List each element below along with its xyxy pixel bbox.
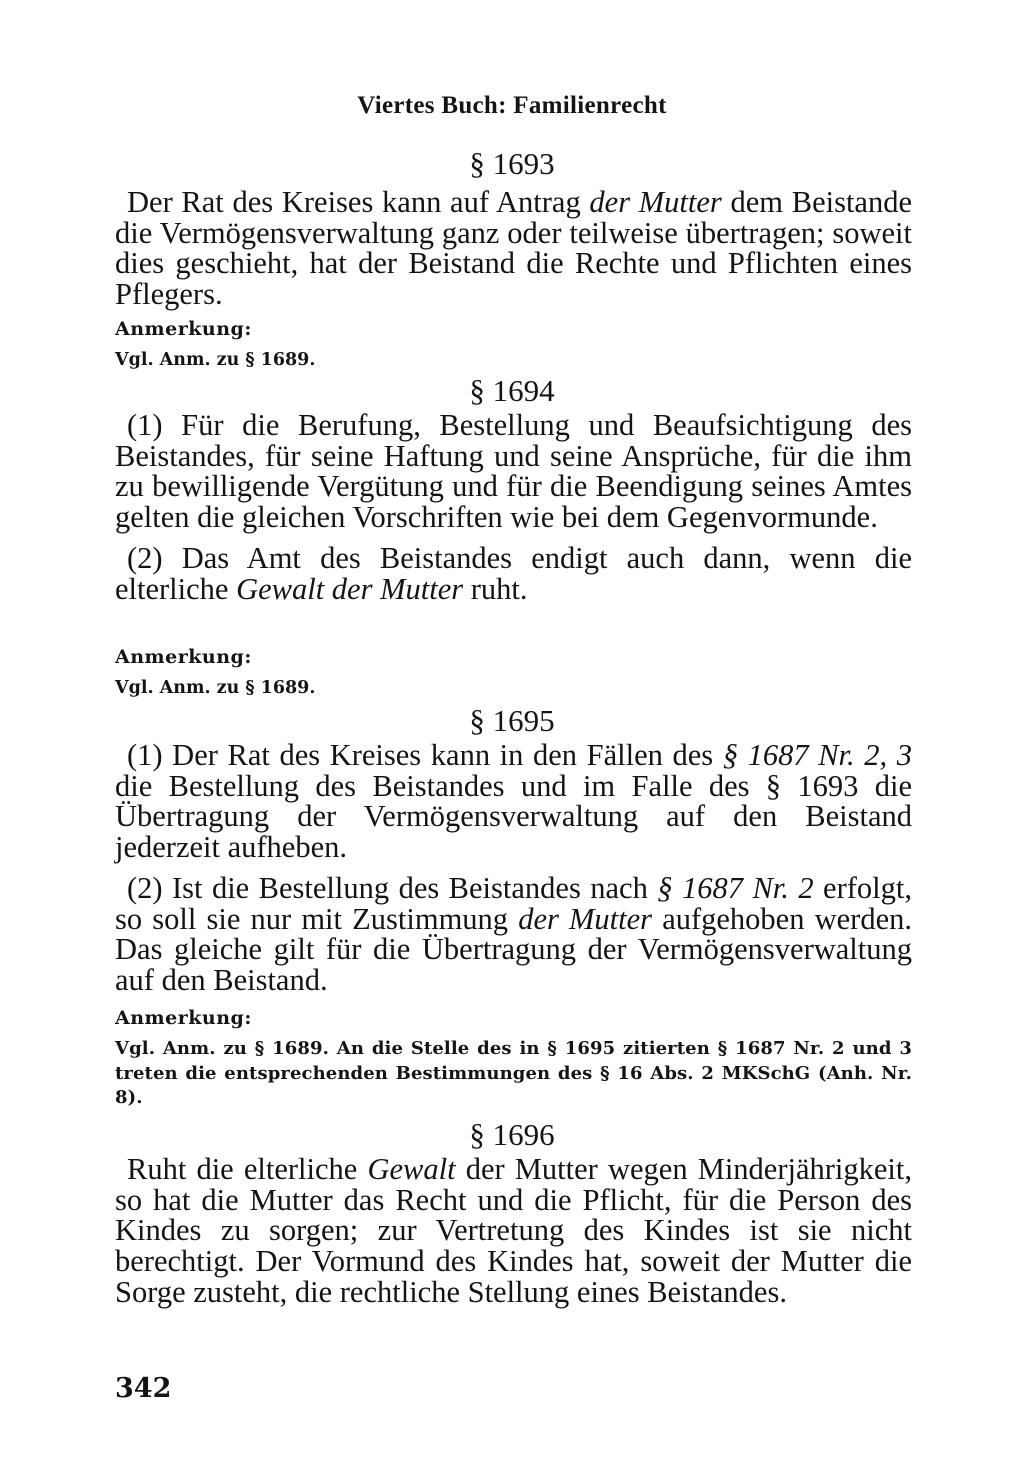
running-head: Viertes Buch: Familienrecht <box>357 92 667 119</box>
note-label: Anmerkung: <box>115 318 252 340</box>
section-1696-body <box>115 1154 912 1308</box>
paragraph: Der Rat des Kreises kann auf Antrag der Mutter dem Beistande die Vermögensverwaltung ganz oder teilweise übertragen; soweit dies geschieht, hat der Beistand die Rechte und Pflichten eines Pflegers. <box>115 185 912 312</box>
paragraph: Ruht die elterliche Gewalt der Mutter wegen Minderjährigkeit, so hat die Mutter das Recht und die Pflicht, für die Person des Kindes zu sorgen; zur Vertretung des Kindes ist sie nicht berechtigt. Der Vormund des Kindes hat, soweit der Mutter die Sorge zusteht, die rechtliche Stellung eines Beistandes. <box>115 1152 912 1309</box>
section-heading-1693: § 1693 <box>469 146 555 181</box>
section-heading-1694: § 1694 <box>469 373 555 408</box>
paragraph: (1) Der Rat des Kreises kann in den Fällen des § 1687 Nr. 2, 3 die Bestellung des Beistandes und im Falle des § 1693 die Übertragung der Vermögensverwaltung auf den Beistand jederzeit aufheben. <box>115 738 912 865</box>
section-1693-body <box>115 187 912 310</box>
paragraph: (1) Für die Berufung, Bestellung und Beaufsichtigung des Beistandes, für seine Haftung und seine Ansprüche, für die ihm zu bewilligende Vergütung und für die Beendigung seines Amtes gelten die gleichen Vorschriften wie bei dem Gegenvormunde. <box>115 408 912 535</box>
paragraph: (2) Ist die Bestellung des Beistandes nach § 1687 Nr. 2 erfolgt, so soll sie nur mit Zustimmung der Mutter aufgehoben werden. Das gleiche gilt für die Übertragung der Vermögensverwaltung auf den Beistand. <box>115 870 913 997</box>
page-number: 342 <box>115 1373 172 1404</box>
section-1694-body <box>115 410 912 604</box>
section-1695-body <box>115 740 912 996</box>
section-1693-note <box>115 318 912 373</box>
section-heading-1695: § 1695 <box>469 703 555 738</box>
paragraph: (2) Das Amt des Beistandes endigt auch dann, wenn die elterliche Gewalt der Mutter ruht. <box>115 540 912 606</box>
note-text: Vgl. Anm. zu § 1689. An die Stelle des in § 1695 zitierten § 1687 Nr. 2 und 3 treten die entsprechenden Bestimmungen des § 16 Abs. 2 MKSchG (Anh. Nr. 8). <box>115 1038 912 1108</box>
note-text: Vgl. Anm. zu § 1689. <box>115 678 316 698</box>
note-label: Anmerkung: <box>115 1007 252 1029</box>
note-text: Vgl. Anm. zu § 1689. <box>115 350 316 370</box>
section-1695-note <box>115 1007 912 1111</box>
section-heading-1696: § 1696 <box>469 1117 555 1152</box>
section-1694-note <box>115 646 912 701</box>
note-label: Anmerkung: <box>115 646 252 668</box>
